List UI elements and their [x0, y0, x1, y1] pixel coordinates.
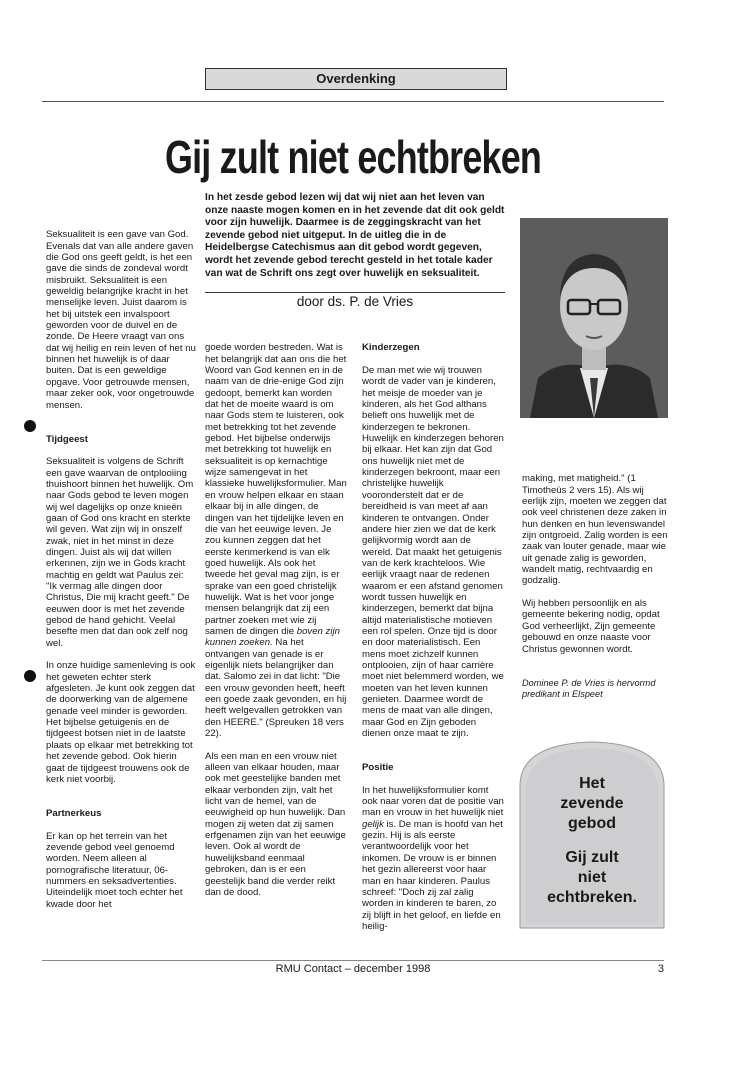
article-headline: Gij zult niet echtbreken — [164, 131, 542, 183]
paragraph: making, met matigheid." (1 Timotheüs 2 vers 15). Als wij eerlijk zijn, moeten we zeggen dat ook veel christenen deze zaken in hun denken en hun levenswandel zijn ontgroeid. Zalig worden is een zaak van louter genade, maar wie uit genade zalig is geworden, wandelt matig, rechtvaardig en godzalig. — [522, 473, 668, 587]
subheading-partnerkeus: Partnerkeus — [46, 807, 102, 819]
paragraph: Seksualiteit is een gave van God. Evenals dat van alle andere gaven die God ons geeft geldt, is het een gave die sinds de zondeval wordt misbruikt. Seksualiteit is een geweldig belangrijke kracht in het menselijke leven. Juist daarom is het bij uitstek een invalspoort geworden voor de duivel en de zonde. De Heere vraagt van ons dat wij heilig en rein leven of het nu binnen het huwelijk is of daar buiten. Dat is een geweldige opgave. Voor getrouwde mensen, maar zeker ook, voor ongetrouwde mensen. — [46, 229, 196, 411]
text-column-2 — [205, 331, 347, 898]
paragraph: Wij hebben persoonlijk en als gemeente bekering nodig, opdat God verheerlijkt, Zijn gemeente gebouwd en onze naaste voor Christus gewonnen wordt. — [522, 598, 660, 655]
subheading-tijdgeest: Tijdgeest — [46, 433, 88, 445]
paragraph: In onze huidige samenleving is ook het geweten echter sterk afgesleten. Je kunt ook zeggen dat de doorwerking van de algemene genade veel minder is geworden. Het bijbelse getuigenis en de tijdgeest botsen niet in de laatste plaats op elkaar met betrekking tot het zevende gebod. Ook hierin gaat de tijdgeest trouwens ook de kerk niet voorbij. — [46, 660, 196, 785]
footer-publication: RMU Contact – december 1998 — [275, 963, 431, 975]
paragraph: is. De man is hoofd van het gezin. Hij is als eerste verantwoordelijk voor het inkomen. De vrouw is er binnen het gezin allereerst voor haar man en haar kinderen. Paulus schreef: "Doch zij zal zalig worden in kinderen te baren, zo zij blijft in het geloof, en liefde en heilig- — [362, 818, 503, 932]
tablet-text: niet — [577, 869, 607, 886]
commandment-tablet-illustration — [512, 738, 672, 938]
tablet-text: Het — [579, 775, 605, 792]
page-number: 3 — [657, 963, 664, 975]
top-rule — [42, 101, 664, 102]
subheading-positie: Positie — [362, 762, 394, 774]
paragraph: goede worden bestreden. Wat is het belangrijk dat aan ons die het Woord van God kennen en in de naam van de drie-enige God zijn gedoopt, bemerkt kan worden dat het de moeite waard is om naar Gods stem te luisteren, ook met betrekking tot het zevende gebod. Het bijbelse onderwijs met betrekking tot huwelijk en seksualiteit is op kernachtige wijze samengevat in het klassieke huwelijksformulier. Man en vrouw helpen elkaar en staan elkaar bij in alle dingen, de dingen van het tijdelijke leven en die van het eeuwige leven. Je zou kunnen zeggen dat het eerste kenmerkend is van elk goed huwelijk. Als ook het tweede het geval mag zijn, is er sprake van een goed christelijk huwelijk. Wat is het voor jonge mensen belangrijk dat zij een partner zoeken met wie zij samen de dingen die — [205, 342, 347, 637]
paragraph: Seksualiteit is volgens de Schrift een gave waarvan de ontplooiing thuishoort binnen het huwelijk. Om naar Gods gebod te leven mogen wij wel dagelijks op onze knieën gaan of God ons kracht en sterkte wil geven. Wat zijn wij in onszelf zwak, niet in het minst in deze dingen. Juist als wij dat willen erkennen, zijn we in Gods kracht machtig en geldt wat Paulus zei: "Ik vermag alle dingen door Christus, Die mij kracht geeft." De eeuwen door is met het zevende gebod de hand gehicht. Veelal besefte men dat dan ook zelf nog wel. — [46, 456, 194, 649]
bullet-dot — [24, 420, 36, 432]
paragraph: Als een man en een vrouw niet alleen van elkaar houden, maar ook met geestelijke banden met elkaar verbonden zijn, valt het licht van de hemel, van de eeuwigheid op hun huwelijk. Dan mogen zij weten dat zij samen erfgenamen zijn van het eeuwige leven. Ook al wordt de huwelijksband eenmaal gebroken, dan is er een geestelijk band die verder reikt dan de dood. — [205, 750, 346, 898]
bullet-dot — [24, 670, 36, 682]
emphasis: boven zijn kunnen zoeken. — [205, 625, 340, 649]
paragraph: Na het ontvangen van genade is er eigenlijk niets belangrijker dan dat. Salomo zei in dat licht: "Die een vrouw gevonden heeft, heeft een goede zaak gevonden, en hij heeft welgevallen getrokken van den HEERE." (Spreuken 18 vers 22). — [205, 637, 347, 740]
footer-rule — [42, 960, 664, 961]
paragraph: De man met wie wij trouwen wordt de vader van je kinderen, het meisje de moeder van je kinderen, als het God althans belieft ons huwelijk met de kinderzegen te bekronen. Huwelijk en kinderzegen behoren bij elkaar. Het kan zijn dat God ons huwelijk niet met de kinderzegen bekroont, maar een christelijke huwelijk vooronderstelt dat er de bereidheid is van meet af aan kinderen te ontvangen. Onder andere hier zien we dat de kerk gelijkvormig wordt aan de wereld. Dat maakt het getuigenis van de kerk krachteloos. Wie eerlijk vraagt naar de redenen waarom er een afstand genomen wordt tussen huwelijk en kinderzegen, bemerkt dat bijna altijd materialistische motieven een rol spelen. Onze tijd is door en door materialistisch. Een mens moet zichzelf kunnen ontplooien, zijn of haar carrière moet niet belemmerd worden, we moeten van het leven kunnen genieten. Daarmee wordt de mens de maat van alle dingen, maar God en Zijn geboden dienen onze maat te zijn. — [362, 365, 504, 740]
article-byline: door ds. P. de Vries — [296, 294, 414, 309]
emphasis: gelijk — [362, 818, 384, 830]
author-caption: Dominee P. de Vries is hervormd predikant in Elspeet — [522, 677, 656, 699]
paragraph: Er kan op het terrein van het zevende gebod veel genoemd worden. Neem alleen al pornografische literatuur, 06-nummers en seksadvertenties. Uiteindelijk moet toch echter het kwade door het — [46, 830, 183, 910]
section-label: Overdenking — [205, 68, 507, 90]
text-column-4 — [522, 462, 668, 700]
tablet-text: Gij zult — [565, 849, 619, 866]
article-intro: In het zesde gebod lezen wij dat wij niet aan het leven van onze naaste mogen komen en in het zevende dat dit ook geldt voor zijn huwelijk. Daarmee is de zeggingskracht van het zevende gebod niet uitgeput. In de uitleg die in de Heidelbergse Catechismus aan dit gebod wordt gegeven, wordt het zevende gebod terecht gesteld in het totale kader van wat de Schrift ons zegt over huwelijk en seksualiteit. — [205, 192, 505, 279]
paragraph: In het huwelijksformulier komt ook naar voren dat de positie van man en vrouw in het huwelijk niet — [362, 784, 504, 819]
text-column-3 — [362, 331, 504, 932]
author-photo — [520, 218, 668, 418]
tablet-text: echtbreken. — [547, 889, 637, 906]
tablet-text: zevende — [560, 795, 624, 812]
text-column-1 — [46, 218, 196, 910]
subheading-kinderzegen: Kinderzegen — [362, 342, 420, 354]
tablet-text: gebod — [568, 815, 616, 832]
